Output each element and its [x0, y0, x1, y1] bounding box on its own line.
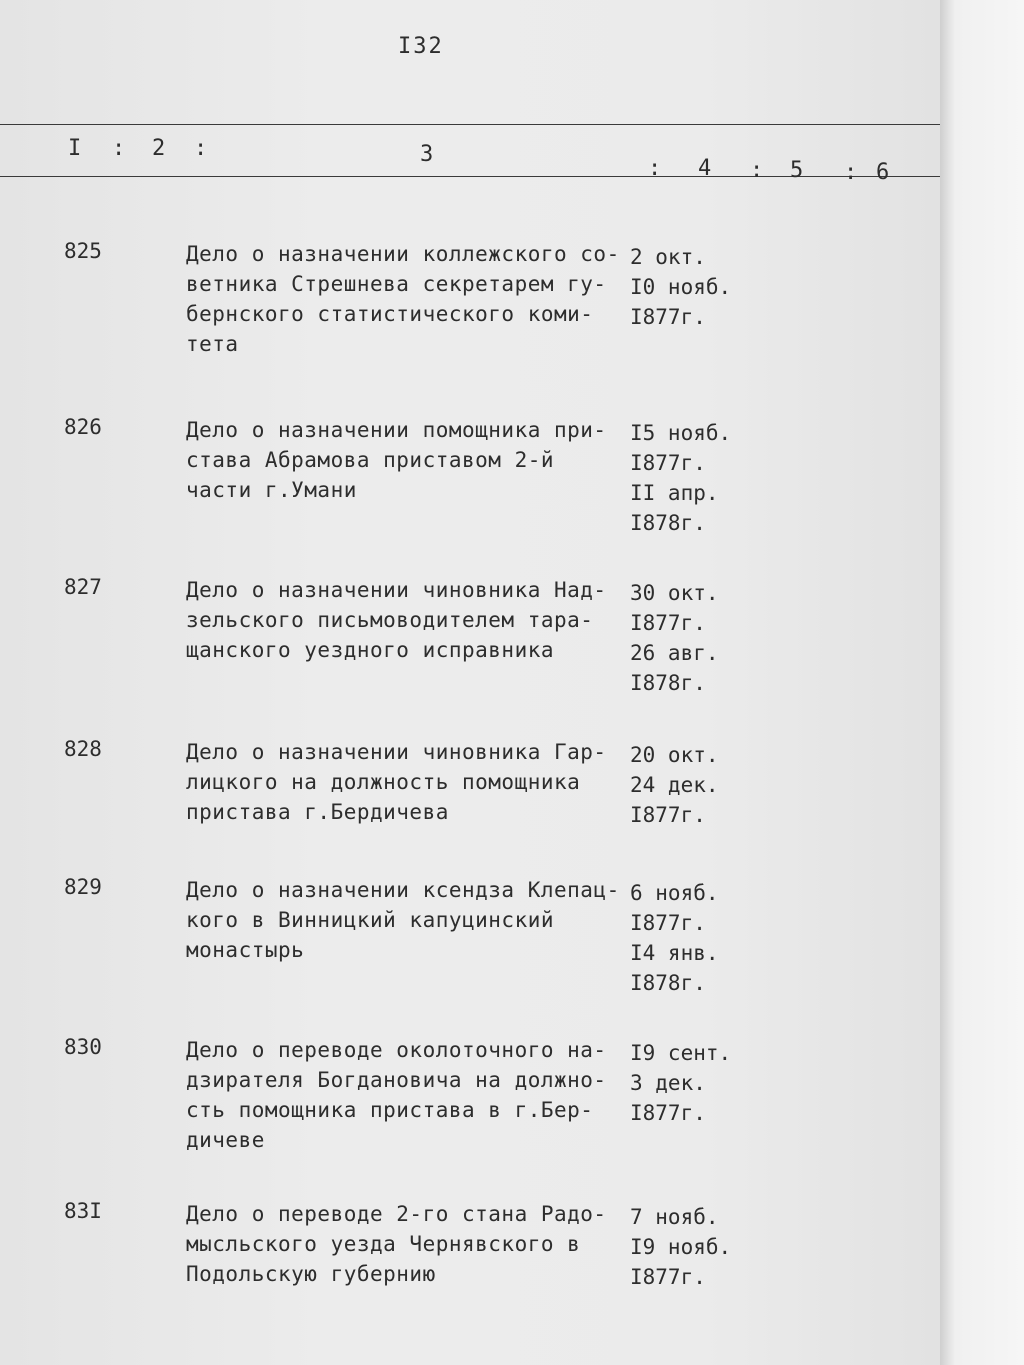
entry-date-line: 2 окт. — [630, 245, 706, 269]
column-header-1: I — [68, 136, 82, 161]
entry-title-line: Дело о назначении коллежского со- — [186, 242, 620, 266]
column-separator: : — [750, 158, 764, 183]
entry-title-line: Дело о назначении чиновника Над- — [186, 578, 607, 602]
entry-title-line: Дело о назначении ксендза Клепац- — [186, 878, 620, 902]
column-header-5: 5 — [790, 158, 804, 183]
entry-number: 830 — [64, 1035, 102, 1059]
entry-number: 828 — [64, 737, 102, 761]
entry-date-line: I878г. — [630, 511, 706, 535]
entry-title-line: щанского уездного исправника — [186, 638, 555, 662]
entry-date-line: I5 нояб. — [630, 421, 732, 445]
column-header-4: 4 — [698, 156, 712, 181]
page-number: I32 — [398, 34, 444, 59]
entry-date-line: I0 нояб. — [630, 275, 732, 299]
column-separator: : — [844, 160, 858, 185]
entry-title-line: дичеве — [186, 1128, 265, 1152]
entry-date-line: II апр. — [630, 481, 719, 505]
entry-date-line: 30 окт. — [630, 581, 719, 605]
entry-date-line: I877г. — [630, 1101, 706, 1125]
entry-title-line: лицкого на должность помощника — [186, 770, 581, 794]
entry-date-line: I877г. — [630, 1265, 706, 1289]
column-separator: : — [194, 136, 208, 161]
entry-title-line: става Абрамова приставом 2-й — [186, 448, 555, 472]
column-separator: : — [112, 136, 126, 161]
entry-title-line: мысльского уезда Чернявского в — [186, 1232, 581, 1256]
entry-title-line: дзирателя Богдановича на должно- — [186, 1068, 607, 1092]
entry-date-line: 3 дек. — [630, 1071, 706, 1095]
entry-title-line: монастырь — [186, 938, 305, 962]
entry-date-line: I877г. — [630, 305, 706, 329]
entry-date-line: I878г. — [630, 971, 706, 995]
entry-date-line: I878г. — [630, 671, 706, 695]
entry-number: 827 — [64, 575, 102, 599]
entry-dates — [630, 418, 780, 538]
entry-title-line: пристава г.Бердичева — [186, 800, 449, 824]
entry-number: 826 — [64, 415, 102, 439]
entry-date-line: I877г. — [630, 803, 706, 827]
entry-title — [186, 875, 636, 965]
column-header-2: 2 — [152, 136, 166, 161]
entry-date-line: I9 нояб. — [630, 1235, 732, 1259]
header-rule-top — [0, 124, 940, 125]
entry-date-line: I877г. — [630, 611, 706, 635]
entry-title-line: зельского письмоводителем тара- — [186, 608, 594, 632]
entry-title-line: тета — [186, 332, 239, 356]
column-header-6: 6 — [876, 160, 890, 185]
entry-dates — [630, 1038, 780, 1128]
entry-title — [186, 575, 636, 665]
entry-title-line: кого в Винницкий капуцинский — [186, 908, 555, 932]
entry-title — [186, 415, 636, 505]
entry-dates — [630, 740, 780, 830]
entry-date-line: 24 дек. — [630, 773, 719, 797]
entry-dates — [630, 242, 780, 332]
column-separator: : — [648, 156, 662, 181]
entry-number: 83I — [64, 1199, 102, 1223]
entry-date-line: 26 авг. — [630, 641, 719, 665]
entry-date-line: I9 сент. — [630, 1041, 732, 1065]
entry-number: 829 — [64, 875, 102, 899]
entry-title — [186, 239, 636, 359]
entry-title — [186, 737, 636, 827]
entry-title-line: Дело о переводе 2-го стана Радо- — [186, 1202, 607, 1226]
entry-date-line: 6 нояб. — [630, 881, 719, 905]
entry-number: 825 — [64, 239, 102, 263]
entry-title — [186, 1035, 636, 1155]
entry-date-line: I877г. — [630, 451, 706, 475]
entry-date-line: 20 окт. — [630, 743, 719, 767]
entry-date-line: I877г. — [630, 911, 706, 935]
entry-dates — [630, 578, 780, 698]
entry-dates — [630, 878, 780, 998]
entry-title-line: бернского статистического коми- — [186, 302, 594, 326]
entry-title — [186, 1199, 636, 1289]
entry-date-line: 7 нояб. — [630, 1205, 719, 1229]
entry-title-line: Подольскую губернию — [186, 1262, 436, 1286]
entry-date-line: I4 янв. — [630, 941, 719, 965]
entry-title-line: Дело о назначении чиновника Гар- — [186, 740, 607, 764]
entry-dates — [630, 1202, 780, 1292]
entry-title-line: Дело о переводе околоточного на- — [186, 1038, 607, 1062]
page-edge — [940, 0, 1024, 1365]
entry-title-line: сть помощника пристава в г.Бер- — [186, 1098, 594, 1122]
column-header-3: 3 — [420, 142, 434, 167]
entry-title-line: части г.Умани — [186, 478, 357, 502]
entry-title-line: ветника Стрешнева секретарем гу- — [186, 272, 607, 296]
entry-title-line: Дело о назначении помощника при- — [186, 418, 607, 442]
